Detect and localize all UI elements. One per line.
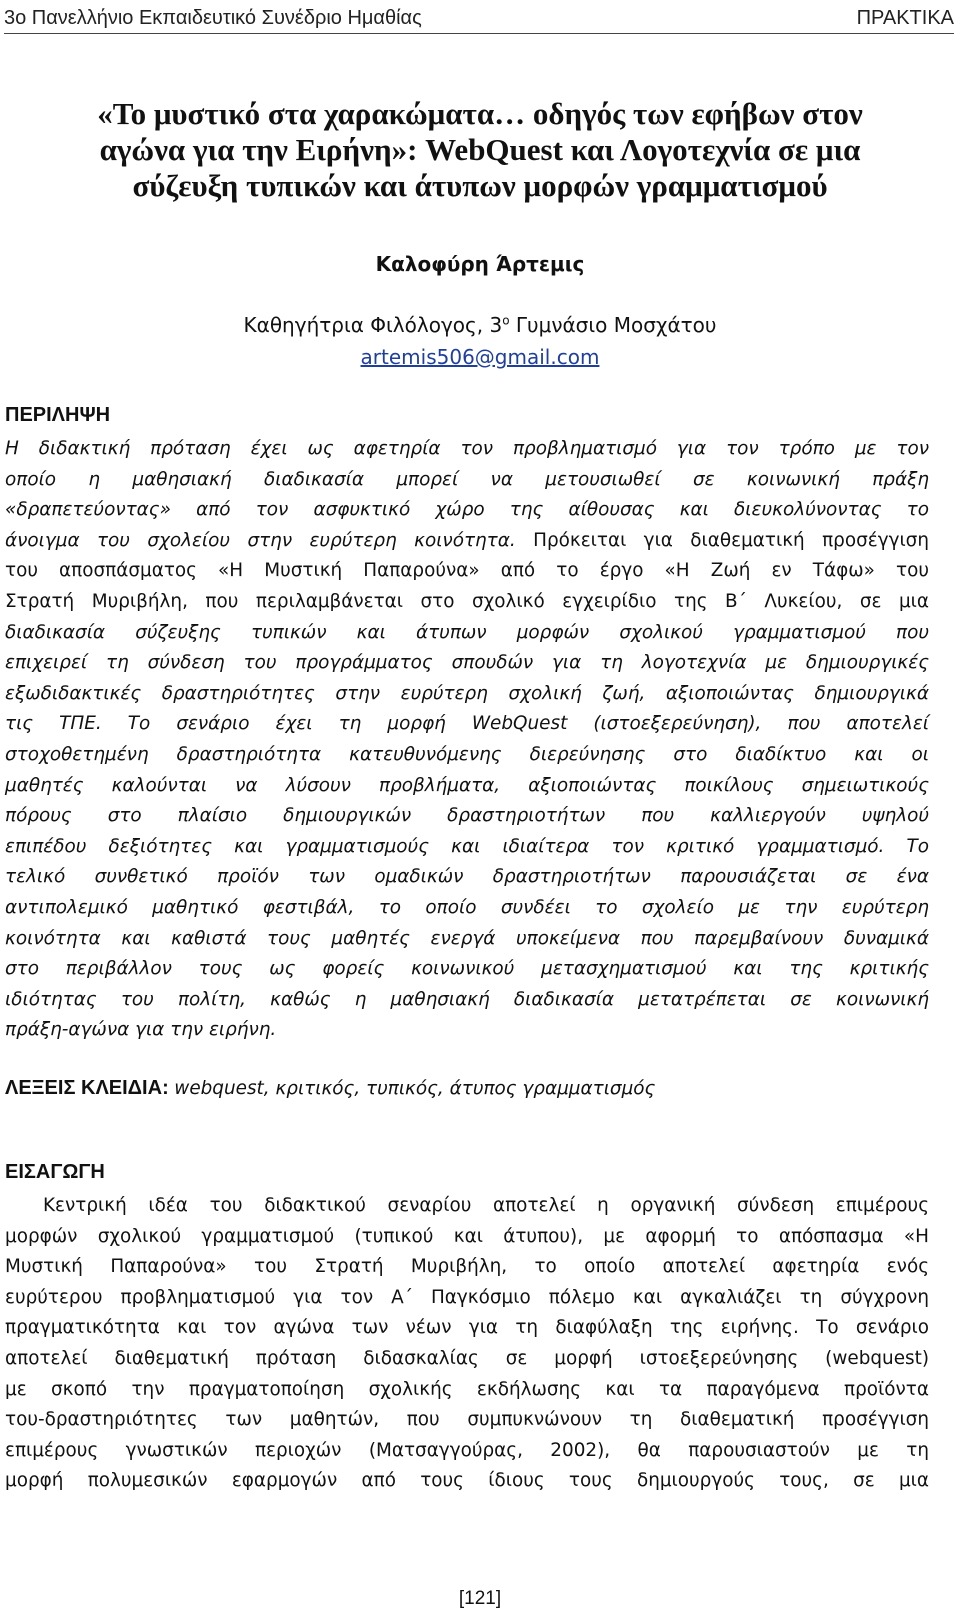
title-line-2: αγώνα για την Ειρήνη»: WebQuest και Λογοτεχνία σε μια <box>99 132 861 167</box>
title-line-3: σύζευξη τυπικών και άτυπων μορφών γραμματισμού <box>132 168 828 203</box>
abstract-line: του αποσπάσματος «Η Μυστική Παπαρούνα» από το έργο «Η Ζωή εν Τάφω» του <box>5 560 929 582</box>
running-header <box>4 0 954 34</box>
author-name: Καλοφύρη Άρτεμις <box>375 252 585 276</box>
affiliation-ordinal: ο <box>502 313 510 328</box>
header-conference-name: 3ο Πανελλήνιο Εκπαιδευτικό Συνέδριο Ημαθίας <box>4 7 422 29</box>
affiliation-suffix: Γυμνάσιο Μοσχάτου <box>509 313 717 337</box>
introduction-line: μορφή πολυμεσικών εφαρμογών από τους ίδιους τους δημιουργούς τους, σε μια <box>5 1470 929 1492</box>
introduction-line: ευρύτερου προβληματισμού για τον Α΄ Παγκόσμιο πόλεμο και αγκαλιάζει τη σύγχρονη <box>5 1286 929 1308</box>
abstract-line: τις ΤΠΕ. Το σενάριο έχει τη μορφή WebQuest (ιστοεξερεύνηση), που αποτελεί <box>5 713 929 735</box>
keywords-line <box>5 1077 655 1100</box>
introduction-body <box>5 1191 929 1497</box>
abstract-heading: ΠΕΡΙΛΗΨΗ <box>5 404 111 426</box>
abstract-line: στοχοθετημένη δραστηριότητα κατευθυνόμενης διερεύνησης στο διαδίκτυο και οι <box>5 743 929 765</box>
abstract-line: μαθητές καλούνται να λύσουν προβλήματα, αξιοποιώντας ποικίλους σημειωτικούς <box>5 774 929 796</box>
abstract-line: Η διδακτική πρόταση έχει ως αφετηρία τον προβληματισμό για τον τρόπο με τον <box>5 438 929 459</box>
abstract-line: πόρους στο πλαίσιο δημιουργικών δραστηριοτήτων που καλλιεργούν υψηλού <box>5 805 929 827</box>
keywords-colon: : <box>162 1077 175 1099</box>
keywords-values: webquest, κριτικός, τυπικός, άτυπος γραμματισμός <box>174 1078 656 1099</box>
abstract-line: διαδικασία σύζευξης τυπικών και άτυπων μορφών σχολικού γραμματισμού που <box>5 621 929 643</box>
abstract-line: πράξη-αγώνα για την ειρήνη. <box>5 1019 277 1041</box>
author-email-line <box>0 345 960 369</box>
abstract-line: επιπέδου δεξιότητες και γραμματισμούς και ιδιαίτερα τον κριτικό γραμματισμό. Το <box>5 835 929 857</box>
title-line-1: «Το μυστικό στα χαρακώματα… οδηγός των εφήβων στον <box>97 96 863 131</box>
abstract-line: επιχειρεί τη σύνδεση του προγράμματος σπουδών για τη λογοτεχνία με δημιουργικές <box>5 652 929 674</box>
abstract-line: ιδιότητας του πολίτη, καθώς η μαθησιακή διαδικασία μετατρέπεται σε κοινωνική <box>5 988 929 1010</box>
abstract-line-mixed <box>5 526 929 557</box>
introduction-line: με σκοπό την πραγματοποίηση σχολικής εκδήλωσης και τα παραγόμενα προϊόντα <box>5 1378 929 1400</box>
abstract-line: Στρατή Μυριβήλη, που περιλαμβάνεται στο σχολικό εγχειρίδιο της Β΄ Λυκείου, σε μια <box>5 590 929 612</box>
abstract-line: εξωδιδακτικές δραστηριότητες στην ευρύτερη σχολική ζωή, αξιοποιώντας δημιουργικά <box>5 682 929 704</box>
page-number: [121] <box>458 1588 502 1609</box>
author-email-link[interactable]: artemis506@gmail.com <box>360 345 600 369</box>
introduction-heading: ΕΙΣΑΓΩΓΗ <box>5 1161 105 1183</box>
abstract-line: κοινότητα και καθιστά τους μαθητές ενεργά υποκείμενα που παρεμβαίνουν δυναμικά <box>5 927 929 949</box>
abstract-body <box>5 434 929 1046</box>
introduction-line: του-δραστηριότητες των μαθητών, που συμπυκνώνουν τη διαθεματική προσέγγιση <box>5 1409 929 1431</box>
introduction-line: Κεντρική ιδέα του διδακτικού σεναρίου αποτελεί η οργανική σύνδεση επιμέρους <box>43 1195 929 1216</box>
header-proceedings-label: ΠΡΑΚΤΙΚΑ <box>856 7 954 29</box>
keywords-label: ΛΕΞΕΙΣ ΚΛΕΙΔΙΑ <box>5 1077 163 1099</box>
introduction-line: πραγματικότητα και τον αγώνα των νέων για τη διαφύλαξη της ειρήνης. Το σενάριο <box>5 1317 929 1339</box>
abstract-line: οποίο η μαθησιακή διαδικασία μπορεί να μετουσιωθεί σε κοινωνική πράξη <box>5 468 929 490</box>
paper-title <box>10 96 950 204</box>
abstract-line-roman-part: Πρόκειται για διαθεματική προσέγγιση <box>515 529 929 551</box>
author-affiliation <box>0 313 960 337</box>
introduction-line: επιμέρους γνωστικών περιοχών (Ματσαγγούρας, 2002), θα παρουσιαστούν με τη <box>5 1439 929 1461</box>
introduction-line: μορφών σχολικού γραμματισμού (τυπικού και άτυπου), με αφορμή το απόσπασμα «Η <box>5 1225 929 1247</box>
abstract-line: αντιπολεμικό μαθητικό φεστιβάλ, το οποίο συνδέει το σχολείο με την ευρύτερη <box>5 896 929 918</box>
introduction-line: Μυστική Παπαρούνα» του Στρατή Μυριβήλη, το οποίο αποτελεί αφετηρία ενός <box>5 1256 929 1278</box>
introduction-line: αποτελεί διαθεματική πρόταση διδασκαλίας σε μορφή ιστοεξερεύνησης (webquest) <box>5 1347 929 1369</box>
abstract-line: «δραπετεύοντας» από τον ασφυκτικό χώρο της αίθουσας και διευκολύνοντας το <box>5 499 929 521</box>
abstract-line: στο περιβάλλον τους ως φορείς κοινωνικού μετασχηματισμού και της κριτικής <box>5 958 929 980</box>
affiliation-prefix: Καθηγήτρια Φιλόλογος, 3 <box>243 313 503 337</box>
abstract-line-italic-part: άνοιγμα του σχολείου στην ευρύτερη κοινότητα. <box>5 529 516 551</box>
abstract-line: τελικό συνθετικό προϊόν των ομαδικών δραστηριοτήτων παρουσιάζεται σε ένα <box>5 866 929 888</box>
